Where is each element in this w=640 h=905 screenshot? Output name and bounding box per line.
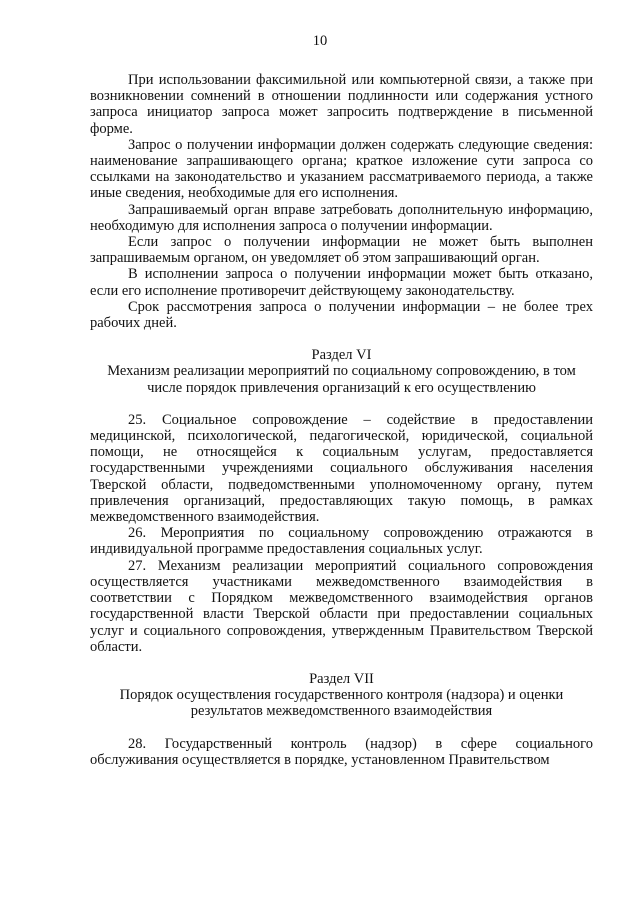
section-7-heading: Порядок осуществления государственного контроля (надзора) и оценки результатов межведомственного взаимодействия: [119, 687, 564, 720]
section-6-title: Раздел VI: [311, 347, 372, 364]
paragraph: Срок рассмотрения запроса о получении информации – не более трех рабочих дней.: [90, 298, 593, 332]
spacer: [90, 396, 593, 412]
page-number: 10: [312, 33, 328, 49]
spacer: [90, 331, 593, 347]
paragraph-25: 25. Социальное сопровождение – содействие в предоставлении медицинской, психологической, педагогической, юридической, социальной помощи, не относящейся к социальным услугам, предоставляется государственными учреждениями социального обслуживания населения Тверской области, подведомственными уполномоченному органу, путем привлечения организаций, предоставляющих такую помощь, в рамках межведомственного взаимодействия.: [90, 411, 593, 526]
paragraph: При использовании факсимильной или компьютерной связи, а также при возникновении сомнений в отношении подлинности или содержания устного запроса инициатор запроса может запросить подтверждение в письменной форме.: [90, 72, 593, 137]
paragraph: Запрашиваемый орган вправе затребовать дополнительную информацию, необходимую для исполнения запроса о получении информации.: [90, 201, 593, 234]
paragraph-27: 27. Механизм реализации мероприятий социального сопровождения осуществляется участниками межведомственного взаимодействия в соответствии с Порядком межведомственного взаимодействия органов государственной власти Тверской области при предоставлении социальных услуг и социального сопровождения, утвержденным Правительством Тверской области.: [90, 557, 593, 655]
spacer: [90, 655, 593, 671]
spacer: [90, 720, 593, 736]
paragraph: В исполнении запроса о получении информации может быть отказано, если его исполнение противоречит действующему законодательству.: [90, 266, 593, 299]
section-7-title: Раздел VII: [309, 670, 374, 687]
section-6-heading: Механизм реализации мероприятий по социальному сопровождению, в том числе порядок привлечения организаций к его осуществлению: [107, 363, 576, 396]
paragraph-28: 28. Государственный контроль (надзор) в сфере социального обслуживания осуществляется в порядке, установленном Правительством: [90, 735, 593, 768]
document-body: [90, 72, 593, 768]
paragraph: Запрос о получении информации должен содержать следующие сведения: наименование запрашивающего органа; краткое изложение сути запроса со ссылками на законодательство и указанием рассматриваемого периода, а также иные сведения, необходимые для его исполнения.: [90, 136, 593, 202]
paragraph-26: 26. Мероприятия по социальному сопровождению отражаются в индивидуальной программе предоставления социальных услуг.: [90, 525, 593, 558]
paragraph: Если запрос о получении информации не может быть выполнен запрашиваемым органом, он уведомляет об этом запрашивающий орган.: [90, 234, 593, 267]
